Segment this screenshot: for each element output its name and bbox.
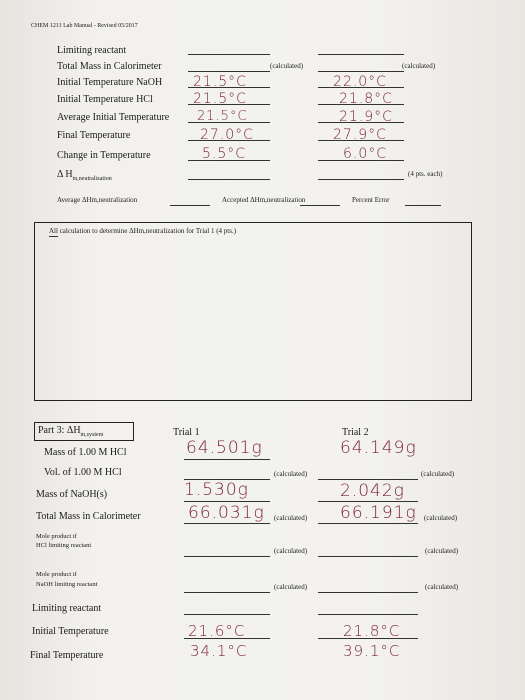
- trial1-header: Trial 1: [173, 427, 200, 438]
- hw-t1-init-naoh: 21.5°C: [193, 74, 247, 90]
- calc-p3-t2-total: (calculated): [424, 514, 458, 522]
- label-final-temp: Final Temperature: [57, 130, 131, 141]
- hw-t1-final: 27.0°C: [200, 127, 254, 143]
- label-change-in-temp: Change in Temperature: [57, 150, 151, 161]
- delta-h-subscript: m,neutralization: [72, 176, 112, 182]
- calc-p3-t1-mole-hcl: (calculated): [274, 547, 308, 555]
- label-mole-hcl-line1: Mole product if: [36, 533, 77, 540]
- hw-t1-avg-init: 21.5°C: [197, 109, 248, 124]
- calculated-note-t2: (calculated): [402, 62, 436, 70]
- delta-h-main: Δ H: [57, 169, 73, 180]
- label-accepted-delta-h: Accepted ΔHm,neutralization: [222, 196, 306, 204]
- hw-p3-t1-mass-hcl: 64.501g: [186, 438, 263, 458]
- hw-p3-t2-final-temp: 39.1°C: [343, 642, 401, 660]
- line-p3-t1-mole-hcl[interactable]: [184, 556, 270, 557]
- label-mass-naoh: Mass of NaOH(s): [36, 489, 108, 500]
- label-total-mass-p3: Total Mass in Calorimeter: [36, 511, 141, 522]
- hw-p3-t1-init-temp: 21.6°C: [188, 622, 246, 640]
- label-final-temp-p3: Final Temperature: [30, 650, 104, 661]
- hw-t2-init-hcl: 21.8°C: [339, 91, 393, 107]
- line-t2-limiting[interactable]: [318, 54, 404, 55]
- hw-p3-t1-mass-naoh: 1.530g: [184, 480, 249, 500]
- line-accepted-delta-h[interactable]: [300, 205, 340, 206]
- underline-all: [49, 236, 58, 237]
- label-initial-temp-naoh: Initial Temperature NaOH: [57, 77, 163, 88]
- calc-p3-t1-total: (calculated): [274, 514, 308, 522]
- hw-p3-t1-final-temp: 34.1°C: [190, 642, 248, 660]
- label-delta-h-neutralization: [57, 169, 112, 182]
- line-p3-t1-limiting[interactable]: [184, 614, 270, 615]
- line-t2-delta-h[interactable]: [318, 179, 404, 180]
- calc-p3-t2-mole-naoh: (calculated): [425, 583, 459, 591]
- line-t1-limiting[interactable]: [188, 54, 270, 55]
- line-average-delta-h[interactable]: [170, 205, 210, 206]
- hw-p3-t2-mass-naoh: 2.042g: [340, 481, 405, 501]
- line-p3-t2-vol-hcl[interactable]: [318, 479, 418, 480]
- hw-t2-init-naoh: 22.0°C: [333, 74, 387, 90]
- label-initial-temp-hcl: Initial Temperature HCl: [57, 94, 153, 105]
- calculation-box-title: All calculation to determine ΔHm,neutralization for Trial 1 (4 pts.): [49, 227, 237, 235]
- hw-p3-t2-total-mass: 66.191g: [340, 503, 417, 523]
- part3-title: [38, 425, 103, 438]
- calc-p3-t1-vol: (calculated): [274, 470, 308, 478]
- hw-t2-change: 6.0°C: [343, 146, 388, 162]
- label-mole-naoh-line2: NaOH limiting reactant: [36, 581, 98, 588]
- line-p3-t1-total-mass[interactable]: [184, 523, 270, 524]
- label-mass-hcl: Mass of 1.00 M HCl: [44, 447, 127, 458]
- label-total-mass: Total Mass in Calorimeter: [57, 61, 162, 72]
- label-vol-hcl: Vol. of 1.00 M HCl: [44, 467, 122, 478]
- line-p3-t2-limiting[interactable]: [318, 614, 418, 615]
- line-percent-error[interactable]: [405, 205, 441, 206]
- line-t1-total-mass[interactable]: [188, 71, 270, 72]
- line-p3-t2-mole-naoh[interactable]: [318, 592, 418, 593]
- part3-title-main: Part 3: ΔH: [38, 425, 81, 436]
- hw-t1-init-hcl: 21.5°C: [193, 91, 247, 107]
- hw-t2-final: 27.9°C: [333, 127, 387, 143]
- label-percent-error: Percent Error: [352, 196, 390, 204]
- label-mole-naoh-line1: Mole product if: [36, 571, 77, 578]
- calc-p3-t2-vol: (calculated): [421, 470, 455, 478]
- points-each-note: (4 pts. each): [408, 170, 443, 178]
- label-initial-temp-p3: Initial Temperature: [32, 626, 109, 637]
- hw-t2-avg-init: 21.9°C: [339, 109, 393, 125]
- line-t2-total-mass[interactable]: [318, 71, 404, 72]
- label-mole-hcl-line2: HCl limiting reactant: [36, 542, 92, 549]
- line-p3-t2-mole-hcl[interactable]: [318, 556, 418, 557]
- label-limiting-reactant: Limiting reactant: [57, 45, 127, 56]
- label-limiting-p3: Limiting reactant: [32, 603, 102, 614]
- hw-p3-t2-init-temp: 21.8°C: [343, 622, 401, 640]
- calculated-note-t1: (calculated): [270, 62, 304, 70]
- hw-t1-change: 5.5°C: [202, 146, 247, 162]
- calc-p3-t1-mole-naoh: (calculated): [274, 583, 308, 591]
- line-p3-t1-mass-hcl[interactable]: [184, 459, 270, 460]
- line-p3-t1-mole-naoh[interactable]: [184, 592, 270, 593]
- hw-p3-t1-total-mass: 66.031g: [188, 503, 265, 523]
- hw-p3-t2-mass-hcl: 64.149g: [340, 438, 417, 458]
- line-p3-t1-mass-naoh[interactable]: [184, 501, 270, 502]
- line-t1-delta-h[interactable]: [188, 179, 270, 180]
- trial2-header: Trial 2: [342, 427, 369, 438]
- page-header: CHEM 1211 Lab Manual - Revised 05/2017: [31, 23, 138, 29]
- line-p3-t2-mass-naoh[interactable]: [318, 501, 418, 502]
- part3-title-subscript: m,system: [80, 432, 104, 438]
- label-average-delta-h: Average ΔHm,neutralization: [57, 196, 138, 204]
- calculation-box[interactable]: [34, 222, 472, 401]
- label-average-initial-temp: Average Initial Temperature: [57, 112, 170, 123]
- calc-p3-t2-mole-hcl: (calculated): [425, 547, 459, 555]
- line-p3-t2-total-mass[interactable]: [318, 523, 418, 524]
